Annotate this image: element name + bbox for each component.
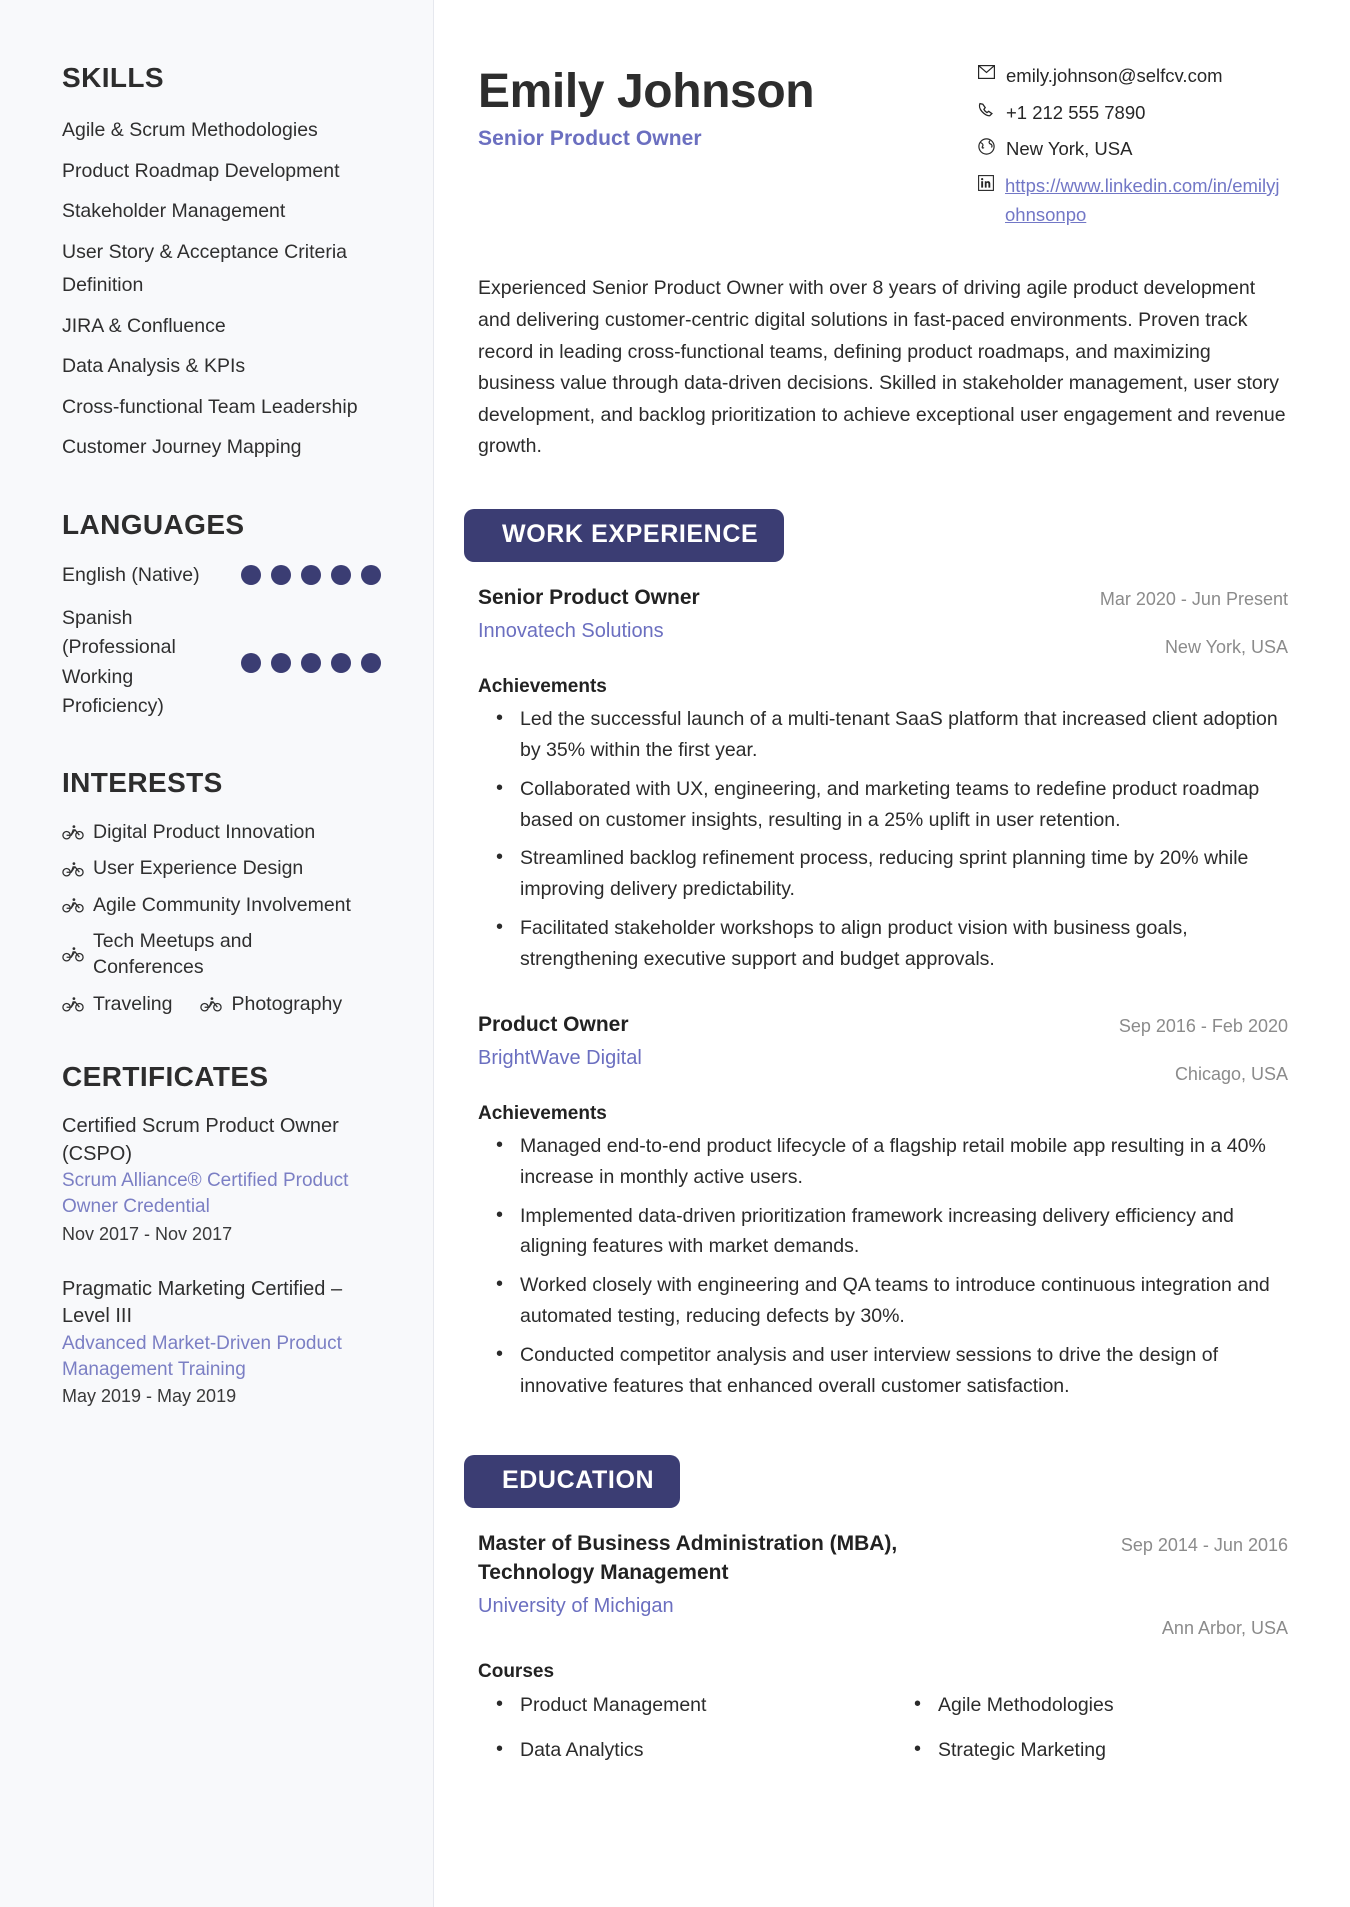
course-item: • Agile Methodologies: [910, 1691, 1288, 1720]
achievement-item: • Implemented data-driven prioritization framework increasing delivery efficiency and aligning features with market demands.: [492, 1201, 1288, 1263]
achievement-item: • Conducted competitor analysis and user interview sessions to drive the design of innovative features that enhanced overall customer satisfaction.: [492, 1340, 1288, 1402]
education-heading: EDUCATION: [464, 1455, 680, 1508]
bicycle-icon: [62, 824, 84, 840]
interest-label: Tech Meetups and Conferences: [93, 929, 253, 979]
language-name: English (Native): [62, 563, 200, 586]
level-dot: [301, 565, 321, 585]
bicycle-icon: [62, 861, 84, 877]
level-dot: [361, 653, 381, 673]
skill-item: Data Analysis & KPIs: [62, 355, 246, 378]
bicycle-icon: [200, 996, 222, 1012]
certificate-issuer: Scrum Alliance® Certified Product Owner Credential: [62, 1170, 349, 1218]
contact-list: [978, 56, 1288, 237]
bicycle-icon: [62, 946, 84, 962]
interest-label: Agile Community Involvement: [93, 893, 351, 916]
certificate-issuer: Advanced Market-Driven Product Management Training: [62, 1332, 342, 1380]
level-dot: [241, 565, 261, 585]
level-dot: [301, 653, 321, 673]
achievements-label: Achievements: [478, 1102, 607, 1124]
contact-phone-text: +1 212 555 7890: [1006, 101, 1146, 123]
work-experience-heading: WORK EXPERIENCE: [464, 509, 784, 562]
work-entry: [478, 584, 1288, 975]
job-title-subtitle: Senior Product Owner: [478, 127, 702, 151]
contact-email[interactable]: [978, 62, 1288, 91]
education-entry-right: [1121, 1530, 1288, 1640]
interest-item: [62, 819, 383, 845]
globe-icon: [978, 138, 995, 155]
level-dot: [271, 653, 291, 673]
main-content: [434, 0, 1350, 1907]
skill-item: Agile & Scrum Methodologies: [62, 119, 318, 141]
skill-item: Product Roadmap Development: [62, 159, 340, 182]
skill-item: JIRA & Confluence: [62, 314, 226, 337]
skill-item: Customer Journey Mapping: [62, 436, 302, 459]
education-school: University of Michigan: [478, 1595, 674, 1618]
certificate-item: [62, 1276, 383, 1411]
level-dot: [241, 653, 261, 673]
education-date-range: Sep 2014 - Jun 2016: [1120, 1535, 1288, 1556]
work-location: Chicago, USA: [1174, 1063, 1288, 1084]
language-name: Spanish (Professional Working Proficiency): [62, 607, 176, 717]
work-date-range: Sep 2016 - Feb 2020: [1118, 1015, 1288, 1036]
achievements-list: [478, 704, 1288, 974]
work-entry-right: [1119, 1011, 1288, 1087]
page-title: Emily Johnson: [478, 65, 815, 118]
certificate-date: May 2019 - May 2019: [62, 1386, 237, 1407]
certificate-date: Nov 2017 - Nov 2017: [62, 1223, 233, 1244]
interests-heading: INTERESTS: [62, 767, 223, 799]
skills-list: [62, 114, 383, 465]
language-row: [62, 561, 383, 590]
level-dot: [331, 565, 351, 585]
work-entry: [478, 1011, 1288, 1402]
work-entry-left: [478, 584, 1080, 645]
certificate-item: [62, 1113, 383, 1248]
contact-email-text: emily.johnson@selfcv.com: [1006, 65, 1223, 86]
achievement-item: • Managed end-to-end product lifecycle of a flagship retail mobile app resulting in a 40% increase in monthly active users.: [492, 1131, 1288, 1193]
linkedin-icon: [978, 175, 994, 191]
contact-linkedin-text: https://www.linkedin.com/in/emilyjohnsonpo: [1005, 175, 1280, 225]
interest-label: Traveling: [93, 992, 173, 1015]
contact-linkedin[interactable]: [978, 172, 1288, 229]
skills-section: [62, 62, 383, 465]
education-entry-header: [478, 1530, 1288, 1640]
achievement-item: • Facilitated stakeholder workshops to align product vision with business goals, strengthening executive support and budget approvals.: [492, 913, 1288, 975]
sidebar: [0, 0, 434, 1907]
education-degree: Master of Business Administration (MBA), Technology Management: [478, 1532, 898, 1584]
certificate-title: Pragmatic Marketing Certified – Level III: [62, 1277, 343, 1328]
identity-block: [478, 56, 814, 151]
languages-section: [62, 509, 383, 721]
achievements-label: Achievements: [478, 676, 607, 698]
work-entry-left: [478, 1011, 1099, 1072]
achievement-item: • Streamlined backlog refinement process, reducing sprint planning time by 20% while improving delivery predictability.: [492, 843, 1288, 905]
work-location: New York, USA: [1164, 637, 1288, 658]
skills-heading: SKILLS: [62, 62, 164, 93]
interest-item: [62, 928, 383, 981]
work-company: Innovatech Solutions: [478, 620, 664, 643]
level-dot: [331, 653, 351, 673]
work-entry-header: [478, 1011, 1288, 1087]
skill-item: User Story & Acceptance Criteria Definition: [62, 240, 348, 297]
work-entry-right: [1100, 584, 1288, 660]
education-location: Ann Arbor, USA: [1161, 1617, 1288, 1638]
courses-label: Courses: [478, 1660, 555, 1682]
contact-location-text: New York, USA: [1006, 138, 1133, 160]
resume-header: [478, 56, 1288, 237]
envelope-icon: [978, 65, 995, 79]
work-entry-header: [478, 584, 1288, 660]
certificates-section: [62, 1061, 383, 1410]
interests-inline-row: [62, 991, 383, 1017]
interest-item: [200, 991, 342, 1017]
education-section: [464, 1409, 1288, 1530]
interest-label: Digital Product Innovation: [93, 821, 316, 844]
certificate-title: Certified Scrum Product Owner (CSPO): [62, 1114, 339, 1165]
course-item: • Product Management: [492, 1691, 870, 1720]
achievement-item: • Led the successful launch of a multi-tenant SaaS platform that increased client adoption by 35% within the first year.: [492, 704, 1288, 766]
interest-item: [62, 892, 383, 918]
language-level-dots: [241, 565, 383, 585]
course-item: • Strategic Marketing: [910, 1736, 1288, 1765]
work-date-range: Mar 2020 - Jun Present: [1099, 588, 1288, 609]
work-job-title: Product Owner: [478, 1012, 629, 1036]
interest-label: Photography: [231, 992, 343, 1015]
skill-item: Cross-functional Team Leadership: [62, 395, 358, 418]
contact-phone[interactable]: [978, 99, 1288, 128]
courses-list: [478, 1691, 1288, 1766]
skill-item: Stakeholder Management: [62, 200, 286, 223]
interests-section: [62, 767, 383, 1017]
contact-location: [978, 135, 1288, 164]
bicycle-icon: [62, 996, 84, 1012]
bicycle-icon: [62, 897, 84, 913]
entry-spacer: [478, 983, 1288, 1011]
interest-item: [62, 855, 383, 881]
work-experience-section: [464, 463, 1288, 584]
professional-summary: Experienced Senior Product Owner with over 8 years of driving agile product development and delivering customer-centric digital solutions in fast-paced environments. Proven track record in leading cross-functional teams, defining product roadmaps, and maximizing business value through data-driven decisions. Skilled in stakeholder management, user story development, and backlog prioritization to achieve exceptional user engagement and revenue growth.: [478, 277, 1286, 458]
work-company: BrightWave Digital: [478, 1046, 642, 1069]
certificates-heading: CERTIFICATES: [62, 1060, 269, 1092]
achievements-list: [478, 1131, 1288, 1401]
language-level-dots: [241, 653, 383, 673]
level-dot: [361, 565, 381, 585]
achievement-item: • Worked closely with engineering and QA teams to introduce continuous integration and automated testing, reducing defects by 30%.: [492, 1270, 1288, 1332]
education-entry-left: [478, 1530, 1101, 1620]
interest-label: User Experience Design: [93, 857, 304, 880]
phone-icon: [978, 102, 995, 118]
language-row: [62, 604, 383, 721]
level-dot: [271, 565, 291, 585]
languages-heading: LANGUAGES: [62, 508, 245, 540]
course-item: • Data Analytics: [492, 1736, 870, 1765]
interest-item: [62, 991, 172, 1017]
work-job-title: Senior Product Owner: [478, 585, 700, 609]
education-entry: [478, 1530, 1288, 1765]
achievement-item: • Collaborated with UX, engineering, and marketing teams to redefine product roadmap based on customer insights, resulting in a 25% uplift in user retention.: [492, 774, 1288, 836]
